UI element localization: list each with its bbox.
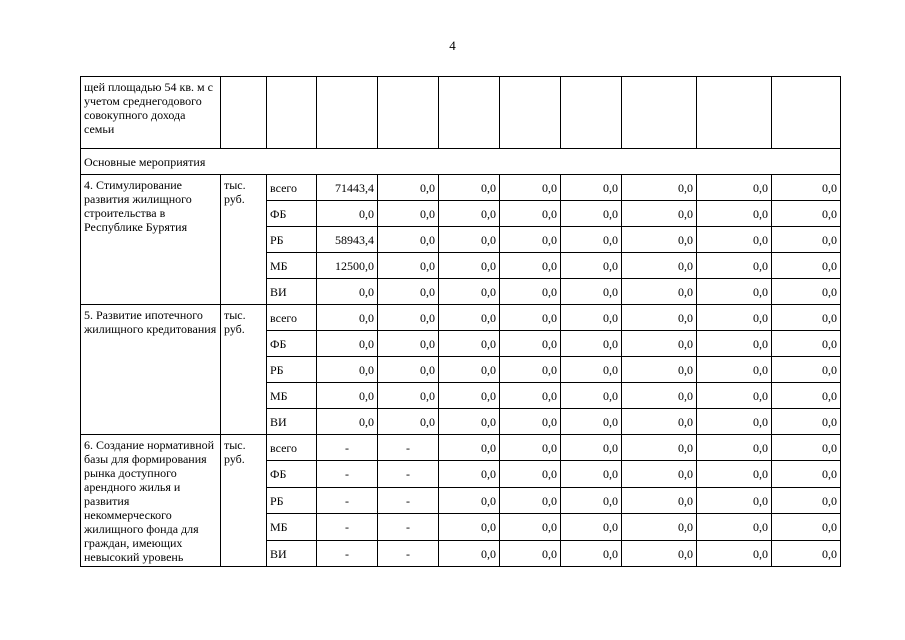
value-cell: 0,0 — [622, 435, 697, 461]
value-cell: 0,0 — [439, 331, 500, 357]
value-cell: 0,0 — [439, 175, 500, 201]
value-cell: 0,0 — [561, 201, 622, 227]
value-cell: 0,0 — [439, 461, 500, 487]
value-cell: 0,0 — [500, 540, 561, 566]
funding-source: ВИ — [267, 279, 317, 305]
section-row — [81, 149, 841, 175]
value-cell: 0,0 — [772, 331, 841, 357]
value-cell: 0,0 — [561, 227, 622, 253]
value-cell: 0,0 — [697, 305, 772, 331]
value-cell: 0,0 — [561, 383, 622, 409]
value-cell: 0,0 — [439, 201, 500, 227]
value-cell: 0,0 — [622, 409, 697, 435]
value-cell: 0,0 — [500, 279, 561, 305]
value-cell: 0,0 — [378, 383, 439, 409]
value-cell: 0,0 — [500, 305, 561, 331]
measure-name: 6. Создание нормативной базы для формирования рынка доступного арендного жилья и развития некоммерческого жилищного фонда для граждан, имеющих невысокий уровень — [81, 435, 221, 567]
value-cell: 0,0 — [439, 409, 500, 435]
value-cell: 0,0 — [378, 175, 439, 201]
value-cell: 0,0 — [439, 487, 500, 513]
value-cell: - — [378, 487, 439, 513]
value-cell: 0,0 — [561, 409, 622, 435]
value-cell: 0,0 — [317, 357, 378, 383]
value-cell: - — [317, 540, 378, 566]
value-cell: 0,0 — [439, 227, 500, 253]
funding-source: МБ — [267, 514, 317, 540]
value-cell: 0,0 — [772, 383, 841, 409]
value-cell: 0,0 — [622, 253, 697, 279]
value-cell: 0,0 — [317, 331, 378, 357]
value-cell: 0,0 — [697, 253, 772, 279]
value-cell: 0,0 — [697, 487, 772, 513]
value-cell: 0,0 — [622, 487, 697, 513]
value-cell: - — [378, 461, 439, 487]
funding-source: ФБ — [267, 331, 317, 357]
value-cell: 0,0 — [500, 514, 561, 540]
value-cell: 0,0 — [697, 201, 772, 227]
funding-source: всего — [267, 305, 317, 331]
value-cell: 0,0 — [500, 201, 561, 227]
value-cell: 0,0 — [622, 383, 697, 409]
value-cell: 0,0 — [317, 409, 378, 435]
value-cell: 0,0 — [561, 175, 622, 201]
measure-unit: тыс. руб. — [221, 435, 267, 567]
value-cell: 0,0 — [439, 253, 500, 279]
value-cell: 0,0 — [317, 279, 378, 305]
value-cell: 0,0 — [697, 357, 772, 383]
value-cell: 0,0 — [772, 305, 841, 331]
value-cell: 0,0 — [500, 487, 561, 513]
value-cell: 0,0 — [622, 305, 697, 331]
value-cell: 0,0 — [697, 409, 772, 435]
value-cell: - — [317, 514, 378, 540]
funding-source: ФБ — [267, 201, 317, 227]
value-cell: 0,0 — [500, 409, 561, 435]
value-cell: 0,0 — [378, 253, 439, 279]
funding-source: ВИ — [267, 540, 317, 566]
value-cell: 0,0 — [500, 253, 561, 279]
value-cell: 0,0 — [317, 305, 378, 331]
value-cell: 0,0 — [439, 514, 500, 540]
value-cell: 0,0 — [772, 357, 841, 383]
value-cell: 0,0 — [378, 331, 439, 357]
value-cell: 0,0 — [622, 331, 697, 357]
table-row — [81, 435, 841, 461]
value-cell: 0,0 — [772, 487, 841, 513]
value-cell: 0,0 — [378, 201, 439, 227]
value-cell: - — [378, 540, 439, 566]
value-cell: 0,0 — [439, 305, 500, 331]
value-cell: 71443,4 — [317, 175, 378, 201]
value-cell: 0,0 — [697, 331, 772, 357]
value-cell: 58943,4 — [317, 227, 378, 253]
value-cell: 0,0 — [772, 514, 841, 540]
value-cell: 0,0 — [500, 383, 561, 409]
value-cell: 0,0 — [697, 435, 772, 461]
value-cell: - — [317, 487, 378, 513]
value-cell: 0,0 — [622, 175, 697, 201]
measure-name: 5. Развитие ипотечного жилищного кредитования — [81, 305, 221, 435]
value-cell: 0,0 — [439, 435, 500, 461]
value-cell: 0,0 — [439, 540, 500, 566]
value-cell: 0,0 — [772, 435, 841, 461]
value-cell: 0,0 — [561, 279, 622, 305]
value-cell: 0,0 — [772, 540, 841, 566]
value-cell: 0,0 — [561, 514, 622, 540]
funding-source: ФБ — [267, 461, 317, 487]
value-cell: 0,0 — [772, 227, 841, 253]
value-cell: 0,0 — [378, 357, 439, 383]
funding-source: РБ — [267, 227, 317, 253]
value-cell: 0,0 — [772, 279, 841, 305]
funding-source: всего — [267, 175, 317, 201]
value-cell: - — [317, 461, 378, 487]
value-cell: 0,0 — [500, 461, 561, 487]
value-cell: 0,0 — [500, 435, 561, 461]
value-cell: 0,0 — [622, 227, 697, 253]
value-cell: 0,0 — [561, 540, 622, 566]
value-cell: 0,0 — [697, 461, 772, 487]
value-cell: 12500,0 — [317, 253, 378, 279]
value-cell: 0,0 — [378, 409, 439, 435]
value-cell: 0,0 — [439, 357, 500, 383]
value-cell: 0,0 — [317, 383, 378, 409]
value-cell: 0,0 — [500, 357, 561, 383]
value-cell: 0,0 — [561, 331, 622, 357]
value-cell: 0,0 — [697, 227, 772, 253]
value-cell: - — [378, 435, 439, 461]
value-cell: 0,0 — [561, 305, 622, 331]
value-cell: 0,0 — [697, 279, 772, 305]
value-cell: 0,0 — [561, 435, 622, 461]
value-cell: - — [378, 514, 439, 540]
measure-unit: тыс. руб. — [221, 175, 267, 305]
value-cell: 0,0 — [317, 201, 378, 227]
section-title: Основные мероприятия — [81, 149, 841, 175]
value-cell: 0,0 — [561, 461, 622, 487]
value-cell: 0,0 — [697, 540, 772, 566]
measure-unit: тыс. руб. — [221, 305, 267, 435]
value-cell: 0,0 — [378, 279, 439, 305]
funding-source: всего — [267, 435, 317, 461]
funding-source: МБ — [267, 383, 317, 409]
value-cell: 0,0 — [622, 540, 697, 566]
value-cell: 0,0 — [772, 175, 841, 201]
value-cell: 0,0 — [561, 253, 622, 279]
value-cell: 0,0 — [500, 227, 561, 253]
value-cell: 0,0 — [500, 331, 561, 357]
intro-text: щей площадью 54 кв. м с учетом среднегодового совокупного дохода семьи — [81, 77, 221, 149]
value-cell: 0,0 — [561, 357, 622, 383]
funding-source: МБ — [267, 253, 317, 279]
value-cell: 0,0 — [378, 227, 439, 253]
page-number: 4 — [449, 38, 456, 53]
value-cell: 0,0 — [697, 175, 772, 201]
value-cell: 0,0 — [622, 357, 697, 383]
value-cell: 0,0 — [622, 279, 697, 305]
measure-name: 4. Стимулирование развития жилищного строительства в Республике Бурятия — [81, 175, 221, 305]
budget-table — [80, 76, 841, 567]
value-cell: 0,0 — [772, 201, 841, 227]
value-cell: 0,0 — [439, 279, 500, 305]
value-cell: 0,0 — [622, 514, 697, 540]
intro-row — [81, 77, 841, 149]
table-row — [81, 175, 841, 201]
value-cell: 0,0 — [772, 253, 841, 279]
value-cell: 0,0 — [622, 201, 697, 227]
value-cell: 0,0 — [561, 487, 622, 513]
value-cell: 0,0 — [500, 175, 561, 201]
value-cell: 0,0 — [772, 409, 841, 435]
funding-source: ВИ — [267, 409, 317, 435]
value-cell: 0,0 — [439, 383, 500, 409]
funding-source: РБ — [267, 487, 317, 513]
funding-source: РБ — [267, 357, 317, 383]
value-cell: 0,0 — [697, 514, 772, 540]
table-row — [81, 305, 841, 331]
value-cell: - — [317, 435, 378, 461]
value-cell: 0,0 — [378, 305, 439, 331]
value-cell: 0,0 — [622, 461, 697, 487]
value-cell: 0,0 — [772, 461, 841, 487]
value-cell: 0,0 — [697, 383, 772, 409]
